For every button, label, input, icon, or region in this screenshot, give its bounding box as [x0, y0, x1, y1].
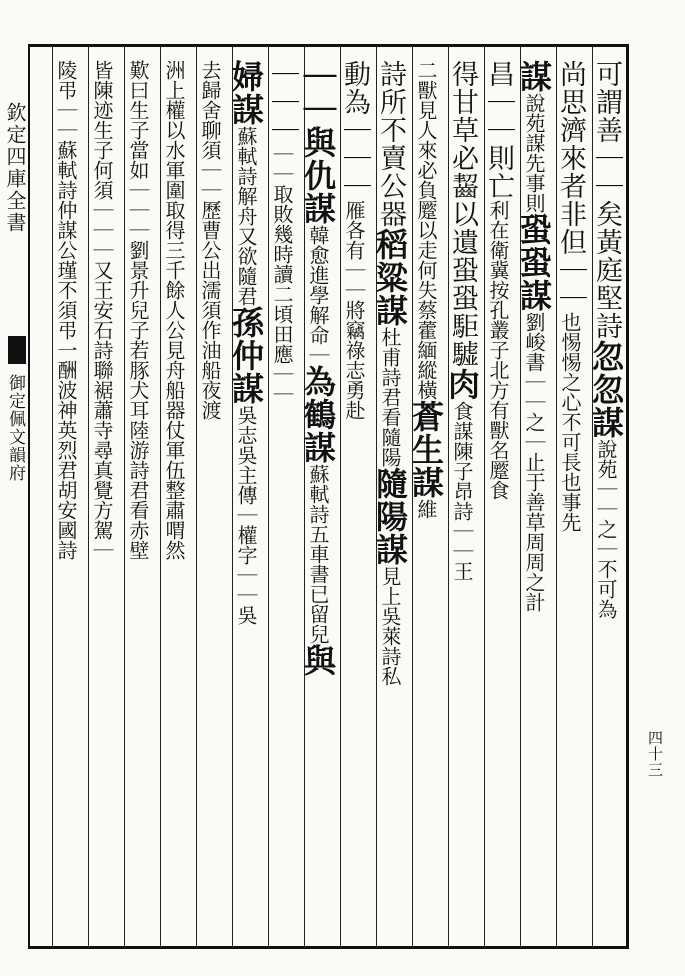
column-note: 說苑謀先事則 — [522, 93, 546, 213]
column-note: 將竊祿志勇赴 — [342, 300, 366, 420]
text-column-4 — [484, 60, 520, 940]
column-text: 可謂善｜｜矣黃庭堅詩 — [591, 60, 622, 340]
column-text: 詩所不賣公器 — [375, 60, 406, 228]
column-note: 歎曰生子當如｜｜｜劉景升兒子若豚犬耳陸游詩君看赤壁 — [126, 60, 150, 560]
column-note: 韓愈進學解命｜ — [306, 225, 330, 365]
column-note: 皆陳迹生子何須｜｜｜又王安石詩聯裾蕭寺尋真覺方駕｜ — [90, 60, 114, 560]
column-note: 蘇軾詩五車書已留兒 — [306, 464, 330, 644]
entry-headword: 蛩蛩謀 — [515, 213, 553, 312]
text-column-8 — [340, 60, 376, 940]
text-column-10 — [268, 60, 304, 940]
column-note: 見上吳萊詩私 — [378, 566, 402, 686]
frame-bottom-line — [28, 946, 628, 949]
column-note: 讀二頃田應｜｜ — [270, 264, 294, 404]
column-text: 得甘草必齧以遺蛩蛩駏驉 — [447, 60, 478, 368]
column-note: 二獸見人來必負蹷以走 — [414, 60, 438, 260]
column-note: 歷曹公出濡須作油船夜渡 — [198, 200, 222, 420]
column-note: 何失蔡藿緬縱橫 — [414, 260, 438, 400]
text-column-12 — [196, 60, 232, 940]
text-column-2 — [556, 60, 592, 940]
book-title: 欽定四庫全書 — [3, 102, 27, 234]
column-note: 洲上權以水軍圍取得三千餘人公見舟船器仗軍伍整肅喟然 — [162, 60, 186, 560]
column-note: 利在衛冀按孔叢子北方有獸名蹷食 — [486, 200, 510, 500]
text-column-3 — [515, 60, 556, 940]
entry-headword: 婦謀 — [227, 60, 265, 126]
column-text: ｜｜｜ — [267, 60, 298, 144]
column-note: 吳志吳主傳｜權字｜｜吳 — [234, 405, 258, 625]
text-column-9 — [299, 60, 340, 940]
frame-top-line — [28, 44, 628, 47]
entry-headword: 與 — [299, 644, 337, 677]
entry-headword: 孫仲謀 — [227, 306, 265, 405]
column-text: 動為｜｜｜ — [339, 60, 370, 200]
entry-headword: ｜｜與仇謀 — [299, 60, 337, 225]
text-column-1 — [587, 60, 628, 940]
column-text: 昌｜｜則亡 — [483, 60, 514, 200]
column-note: 雁各有｜｜ — [342, 200, 366, 300]
entry-headword: 謀 — [515, 60, 553, 93]
text-column-5 — [443, 60, 484, 940]
margin-strip — [0, 44, 28, 949]
column-note: 維 — [414, 499, 438, 519]
entry-headword: 蒼生謀 — [407, 400, 445, 499]
text-column-11 — [227, 60, 268, 940]
text-column-6 — [407, 60, 448, 940]
column-note: 去歸舍聊須｜｜ — [198, 60, 222, 200]
column-note: 食謀陳子昂詩｜｜王 — [450, 401, 474, 581]
column-note: 說苑｜｜之｜不可為 — [594, 439, 618, 619]
column-note: 劉峻書｜｜之｜止于善草周周之計 — [522, 312, 546, 612]
entry-headword: 稻粱謀 — [371, 228, 409, 327]
entry-headword: 忽忽謀 — [587, 340, 625, 439]
frame-left-line — [28, 44, 30, 949]
column-text: 尚思濟來者非但｜｜ — [555, 60, 586, 312]
column-note: 蘇軾詩解舟又欲隨君 — [234, 126, 258, 306]
text-column-15 — [88, 60, 124, 940]
column-note: 也惕惕之心不可長也事先 — [558, 312, 582, 532]
fishtail-mark — [8, 336, 26, 364]
entry-headword: 隨陽謀 — [371, 467, 409, 566]
text-column-13 — [160, 60, 196, 940]
entry-headword: 肉 — [443, 368, 481, 401]
column-note: 陵弔｜｜蘇軾詩仲謀公瑾不須弔一酬波神英烈君胡安國詩 — [54, 60, 78, 560]
page-number: 四十三 — [646, 730, 664, 778]
entry-headword: 為鶴謀 — [299, 365, 337, 464]
column-note: ｜｜取敗幾時 — [270, 144, 294, 264]
column-note: 杜甫詩君看隨陽 — [378, 327, 402, 467]
text-column-14 — [124, 60, 160, 940]
section-title: 御定佩文韻府 — [5, 374, 25, 482]
text-column-7 — [371, 60, 412, 940]
text-column-16 — [52, 60, 88, 940]
